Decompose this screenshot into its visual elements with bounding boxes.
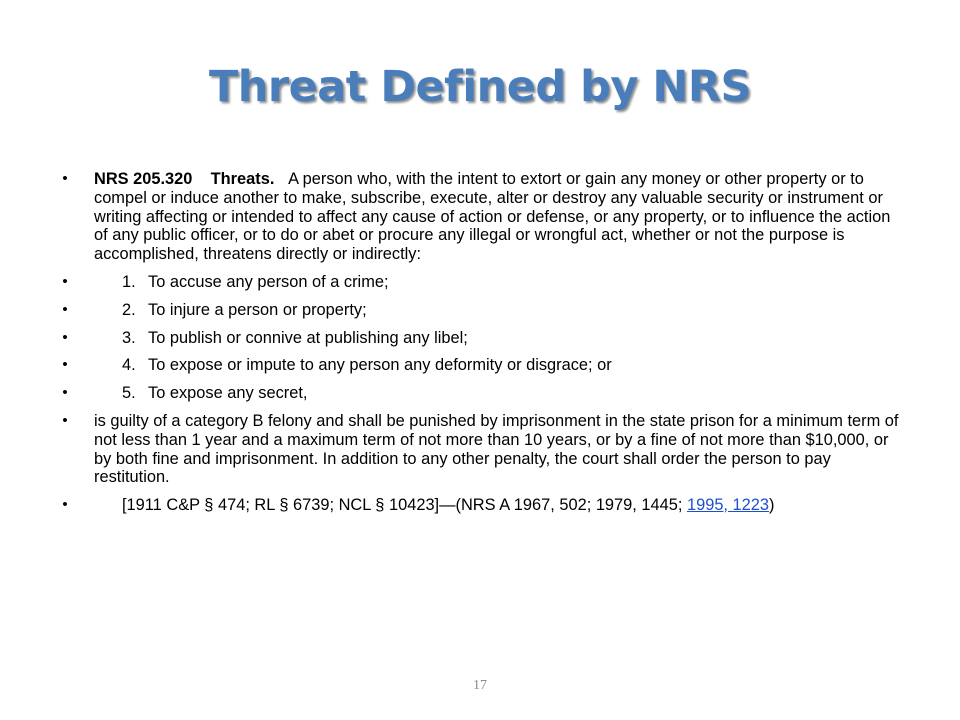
history-link[interactable]: 1995, 1223 (686, 496, 770, 515)
item-number: 1. (122, 272, 136, 291)
list-item (60, 329, 900, 348)
slide-title: Threat Defined by NRS (208, 62, 752, 112)
bullet-icon: • (62, 356, 68, 374)
bullet-icon: • (62, 328, 68, 346)
statute-text: A person who, with the intent to extort or gain any money or other property or to compel or induce another to make, subscribe, execute, alter or destroy any valuable security or instrument or writing affecting or intended to affect any cause of action or defense, or any property, or to influence the action of any public officer, or to do or abet or procure any illegal or wrongful act, whether or not the purpose is accomplished, threatens directly or indirectly: (94, 170, 891, 264)
list-item (60, 273, 900, 292)
history-prefix: [1911 C&P § 474; RL § 6739; NCL § 10423]—(NRS A 1967, 502; 1979, 1445; (122, 496, 687, 515)
page-number: 17 (473, 678, 487, 693)
list-item (60, 384, 900, 403)
item-text: To publish or connive at publishing any libel; (148, 328, 468, 347)
bullet-icon: • (62, 300, 68, 318)
item-number: 4. (122, 356, 136, 375)
item-number: 3. (122, 328, 136, 347)
history-paragraph (60, 496, 900, 515)
item-text: To injure a person or property; (148, 300, 367, 319)
statute-heading: Threats. (210, 170, 275, 188)
list-item (60, 356, 900, 375)
penalty-paragraph (60, 412, 900, 487)
statute-list (60, 170, 900, 524)
bullet-icon: • (62, 272, 68, 290)
item-text: To accuse any person of a crime; (148, 272, 389, 291)
item-text: To expose any secret, (148, 384, 308, 403)
list-item (60, 301, 900, 320)
item-number: 2. (122, 300, 136, 319)
bullet-icon: • (62, 384, 68, 402)
bullet-icon: • (62, 411, 68, 429)
penalty-text: is guilty of a category B felony and shall be punished by imprisonment in the state prison for a minimum term of not less than 1 year and a maximum term of not more than 10 years, or by a fine of not more than $10,000, or by both fine and imprisonment. In addition to any other penalty, the court shall order the person to pay restitution. (94, 411, 899, 487)
statute-number: NRS 205.320 (94, 170, 193, 188)
item-number: 5. (122, 384, 136, 403)
history-line (94, 496, 774, 515)
history-suffix: ) (769, 496, 775, 515)
item-text: To expose or impute to any person any deformity or disgrace; or (148, 356, 612, 375)
bullet-icon: • (62, 170, 68, 187)
bullet-icon: • (62, 496, 68, 514)
statute-paragraph (60, 170, 900, 264)
